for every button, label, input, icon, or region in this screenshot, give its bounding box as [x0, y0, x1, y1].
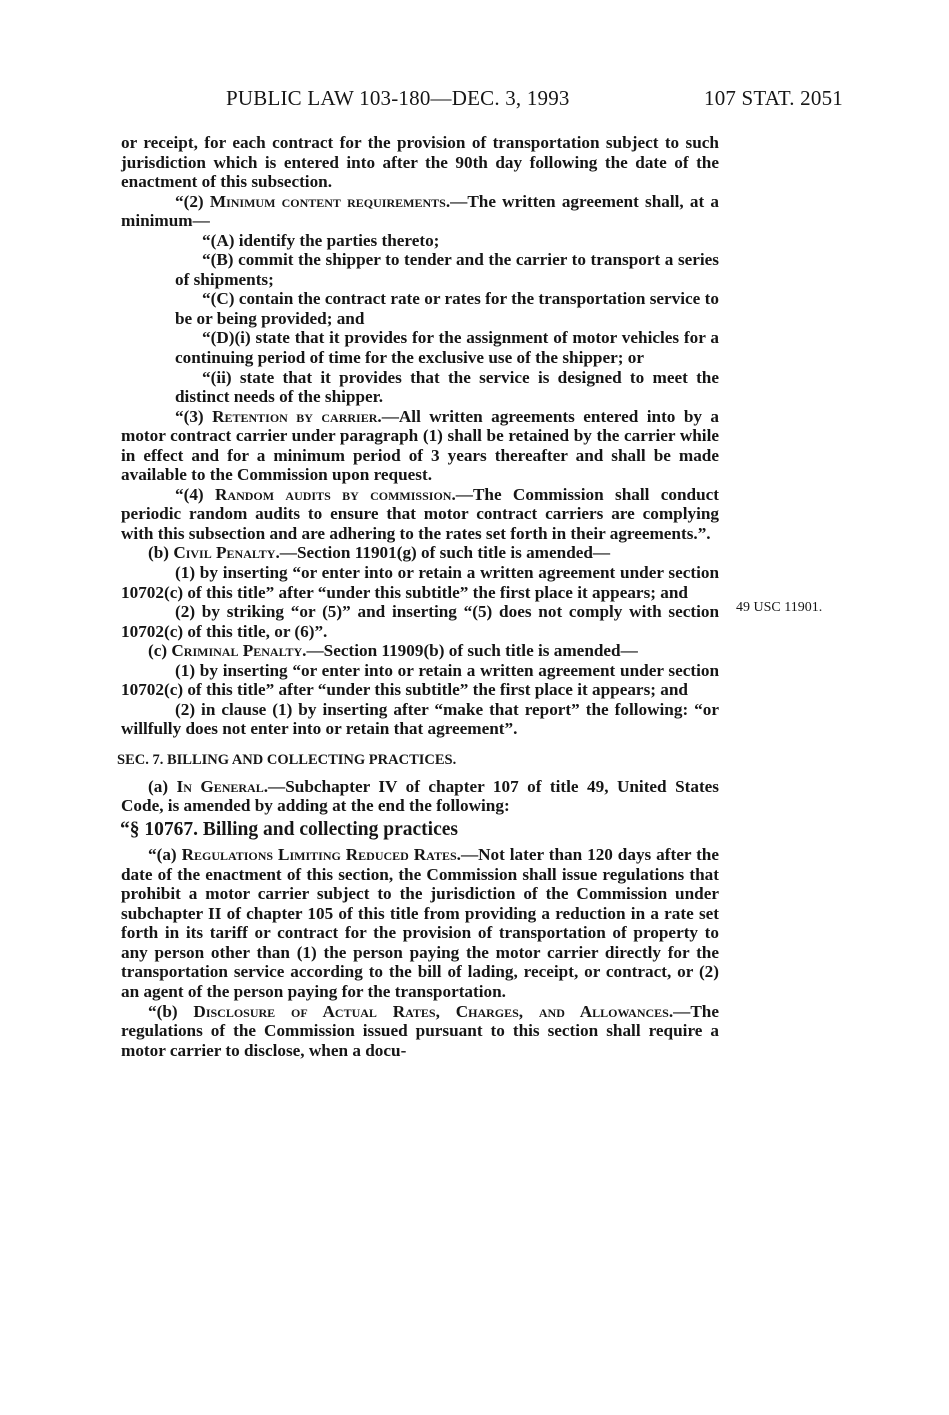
paragraph-text: —The regulations of the Commission issued pursuant to this section shall require a motor carrier to disclose, when a docu- [121, 1001, 719, 1060]
subsection-civil-penalty [121, 543, 719, 563]
paragraph-text: —All written agreements entered into by a motor contract carrier under paragraph (1) shall be retained by the carrier while in effect and for a minimum period of 3 years thereafter and shall be made available to the Commission upon request. [121, 406, 719, 485]
paragraph-heading: Random audits by commission. [214, 484, 456, 504]
paragraph-lead: “(a) [148, 845, 182, 865]
subsection-criminal-penalty [121, 641, 719, 661]
paragraph-heading: Criminal Penalty. [171, 641, 307, 661]
paragraph-lead: “(b) [148, 1001, 194, 1021]
subsection-regulations [121, 845, 719, 1001]
paragraph-lead: “(4) [175, 484, 215, 504]
paragraph-heading: Retention by carrier. [212, 406, 382, 426]
criminal-penalty-item-2: (2) in clause (1) by inserting after “make that report” the following: “or willfully does not enter into or retain that agreement”. [121, 699, 719, 739]
margin-citation-note: 49 USC 11901. [736, 600, 823, 615]
paragraph-text: —Not later than 120 days after the date of the enactment of this section, the Commission shall issue regulations that prohibit a motor carrier subject to the jurisdiction of the Commission under subchapter II of chapter 105 of this title from providing a reduction in a rate set forth in its tariff or contract for the provision of transportation of property to any person other than (1) the person paying the motor carrier directly for the transportation service according to the bill of lading, receipt, or contract, or (2) an agent of the person paying for the transportation. [121, 845, 719, 1001]
paragraph-minimum-content [121, 192, 719, 231]
running-header-page-ref: 107 STAT. 2051 [704, 86, 843, 110]
section-heading: SEC. 7. BILLING AND COLLECTING PRACTICES. [117, 751, 457, 768]
paragraph-text: —Section 11909(b) of such title is amended— [306, 641, 638, 661]
paragraph-text: —The written agreement shall, at a minimum— [121, 191, 720, 231]
paragraph-continuation: or receipt, for each contract for the provision of transportation subject to such jurisdiction which is entered into after the 90th day following the date of the enactment of this subsection. [121, 133, 719, 192]
paragraph-lead: (a) [148, 776, 177, 796]
paragraph-lead: “(2) [175, 191, 210, 211]
section-title: “§ 10767. Billing and collecting practices [120, 818, 458, 840]
civil-penalty-item-1: (1) by inserting “or enter into or retain a written agreement under section 10702(c) of this title” after “under this subtitle” the first place it appears; and [121, 563, 719, 602]
clause-c: “(C) contain the contract rate or rates for the transportation service to be or being provided; and [175, 289, 719, 328]
paragraph-lead: “(3) [175, 406, 213, 426]
clause-a: “(A) identify the parties thereto; [202, 230, 440, 250]
body-text [117, 133, 720, 1060]
paragraph-heading: Regulations Limiting Reduced Rates. [181, 845, 461, 865]
paragraph-heading: Minimum content requirements. [209, 191, 451, 211]
paragraph-retention [121, 407, 719, 485]
subsection-disclosure [121, 1002, 719, 1061]
subsection-in-general [121, 777, 719, 816]
clause-d-ii: “(ii) state that it provides that the service is designed to meet the distinct needs of the shipper. [175, 367, 719, 407]
paragraph-text: —Section 11901(g) of such title is amended— [279, 543, 611, 563]
paragraph-text: —The Commission shall conduct periodic random audits to ensure that motor contract carriers are complying with this subsection and are adhering to the rates set forth in their agreements.”. [121, 484, 719, 543]
clause-b: “(B) commit the shipper to tender and the carrier to transport a series of shipments; [175, 250, 719, 289]
paragraph-lead: (c) [148, 641, 172, 661]
paragraph-text: —Subchapter IV of chapter 107 of title 49, United States Code, is amended by adding at the end the following: [121, 776, 719, 816]
clause-d-i: “(D)(i) state that it provides for the assignment of motor vehicles for a continuing period of time for the exclusive use of the shipper; or [175, 328, 719, 368]
paragraph-heading: Disclosure of Actual Rates, Charges, and Allowances. [193, 1001, 674, 1021]
civil-penalty-item-2: (2) by striking “or (5)” and inserting “(5) does not comply with section 10702(c) of this title, or (6)”. [121, 602, 719, 641]
running-header-title: PUBLIC LAW 103-180—DEC. 3, 1993 [226, 86, 570, 110]
criminal-penalty-item-1: (1) by inserting “or enter into or retain a written agreement under section 10702(c) of this title” after “under this subtitle” the first place it appears; and [121, 660, 719, 700]
paragraph-heading: In General. [176, 776, 269, 796]
paragraph-random-audits [121, 485, 719, 544]
paragraph-heading: Civil Penalty. [173, 543, 280, 563]
paragraph-lead: (b) [148, 543, 174, 563]
